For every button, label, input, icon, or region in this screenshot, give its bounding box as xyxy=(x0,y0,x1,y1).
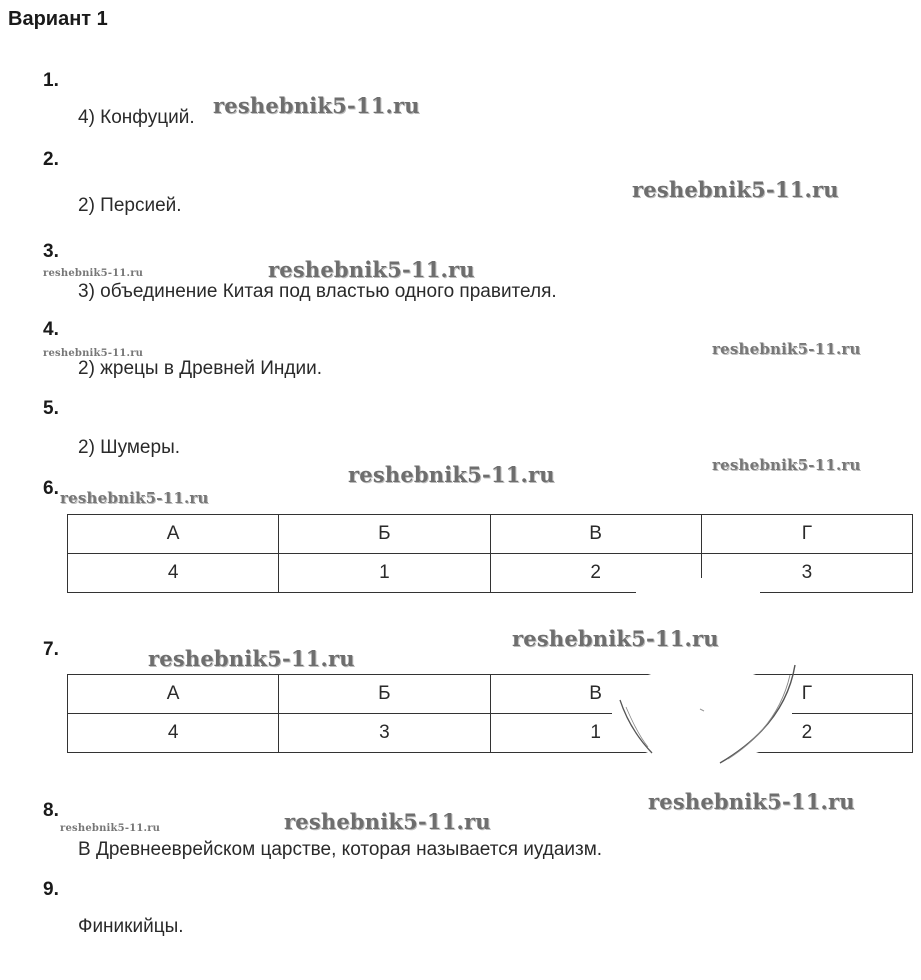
table-header-row xyxy=(68,515,913,554)
table-cell: 1 xyxy=(279,554,490,593)
watermark-logo: reshebnik5-11.ru xyxy=(268,257,475,282)
table-header-cell: Г xyxy=(701,515,912,554)
question-number-7: 7. xyxy=(43,639,59,660)
watermark-logo: reshebnik5-11.ru xyxy=(43,348,144,359)
watermark-logo: reshebnik5-11.ru xyxy=(512,626,719,651)
table-cell: 2 xyxy=(701,714,912,753)
table-header-cell: Г xyxy=(701,675,912,714)
answer-1: 4) Конфуций. xyxy=(78,107,195,128)
watermark-logo: reshebnik5-11.ru xyxy=(348,462,555,487)
answer-table-7 xyxy=(67,674,913,753)
table-header-cell: Б xyxy=(279,675,490,714)
page-title: Вариант 1 xyxy=(8,8,108,30)
table-cell: 4 xyxy=(68,714,279,753)
question-number-6: 6. xyxy=(43,478,59,499)
answer-8: В Древнееврейском царстве, которая называется иудаизм. xyxy=(78,839,603,860)
table-row xyxy=(68,554,913,593)
table-cell: 3 xyxy=(279,714,490,753)
table-header-row xyxy=(68,675,913,714)
table-cell: 3 xyxy=(701,554,912,593)
table-cell: 2 xyxy=(490,554,701,593)
question-number-3: 3. xyxy=(43,241,59,262)
watermark-logo: reshebnik5-11.ru xyxy=(712,456,861,474)
answer-9: Финикийцы. xyxy=(78,916,184,937)
watermark-logo: reshebnik5-11.ru xyxy=(284,809,491,834)
table-header-cell: Б xyxy=(279,515,490,554)
watermark-logo: reshebnik5-11.ru xyxy=(148,646,355,671)
answer-2: 2) Персией. xyxy=(78,195,182,216)
question-number-1: 1. xyxy=(43,70,59,91)
watermark-logo: reshebnik5-11.ru xyxy=(648,789,855,814)
table-header-cell: А xyxy=(68,675,279,714)
question-number-5: 5. xyxy=(43,398,59,419)
watermark-logo: reshebnik5-11.ru xyxy=(60,489,209,507)
answer-5: 2) Шумеры. xyxy=(78,437,181,458)
answer-4: 2) жрецы в Древней Индии. xyxy=(78,358,322,379)
watermark-logo: reshebnik5-11.ru xyxy=(712,340,861,358)
question-number-8: 8. xyxy=(43,800,59,821)
watermark-logo: reshebnik5-11.ru xyxy=(213,93,420,118)
answer-table-6 xyxy=(67,514,913,593)
table-cell: 4 xyxy=(68,554,279,593)
table-header-cell: В xyxy=(490,675,701,714)
table-header-cell: В xyxy=(490,515,701,554)
question-number-2: 2. xyxy=(43,149,59,170)
table-row xyxy=(68,714,913,753)
question-number-4: 4. xyxy=(43,319,59,340)
table-cell: 1 xyxy=(490,714,701,753)
watermark-logo: reshebnik5-11.ru xyxy=(60,823,161,834)
table-header-cell: А xyxy=(68,515,279,554)
question-number-9: 9. xyxy=(43,879,59,900)
answer-3: 3) объединение Китая под властью одного правителя. xyxy=(78,281,557,302)
watermark-logo: reshebnik5-11.ru xyxy=(43,268,144,279)
watermark-logo: reshebnik5-11.ru xyxy=(632,177,839,202)
